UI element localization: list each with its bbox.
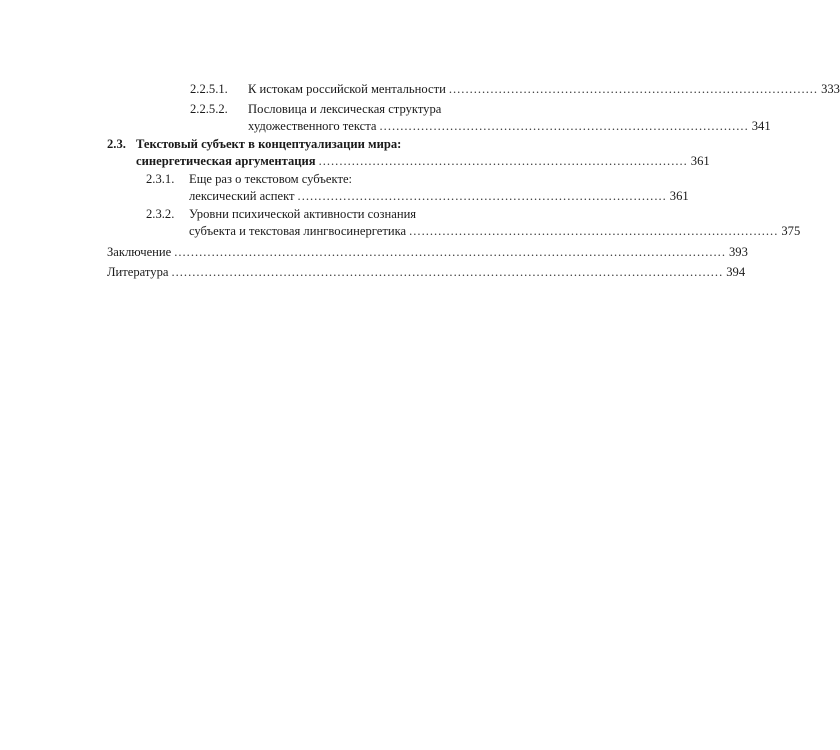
leader-dots: ..................................................................................................................................... [171, 265, 724, 279]
toc-entry-number: 2.3.1. [146, 172, 175, 186]
toc-page-number: 375 [781, 224, 801, 238]
toc-page-number: 393 [728, 245, 748, 259]
toc-page-number: 333 [821, 82, 840, 96]
toc-entry-number: 2.3. [107, 137, 126, 151]
toc-entry-2-2-5-1[interactable] [190, 81, 840, 98]
toc-entry-2-3-1[interactable] [146, 171, 689, 205]
toc-entry-2-3[interactable] [107, 136, 710, 170]
toc-entry-number: 2.2.5.2. [190, 102, 228, 116]
toc-entry-title-cont: субъекта и текстовая лингвосинергетика [189, 224, 407, 238]
toc-entry-title-cont: синергетическая аргументация [136, 154, 316, 168]
leader-dots: ..................................................................................................................................... [174, 245, 726, 259]
leader-dots: ......................................................................................... [318, 154, 688, 168]
toc-entry-conclusion[interactable] [107, 244, 748, 261]
toc-page-number: 341 [751, 119, 771, 133]
toc-entry-number: 2.3.2. [146, 207, 175, 221]
toc-entry-title: Еще раз о текстовом субъекте: [189, 172, 353, 186]
toc-entry-title: Пословица и лексическая структура [248, 102, 442, 116]
toc-entry-title: Уровни психической активности сознания [189, 207, 417, 221]
toc-entry-literature[interactable] [107, 264, 746, 281]
toc-page-number: 361 [669, 189, 689, 203]
toc-entry-title: Заключение [107, 245, 172, 259]
toc-entry-number: 2.2.5.1. [190, 82, 228, 96]
toc-entry-title: Литература [107, 265, 169, 279]
toc-entry-title: К истокам российской ментальности [248, 82, 446, 96]
toc-entry-2-3-2[interactable] [146, 206, 801, 240]
toc-entry-title-cont: лексический аспект [189, 189, 295, 203]
toc-entry-title: Текстовый субъект в концептуализации мира: [136, 137, 402, 151]
toc-page-number: 394 [726, 265, 746, 279]
toc-entry-2-2-5-2[interactable] [190, 101, 771, 135]
toc-entry-title-cont: художественного текста [248, 119, 377, 133]
leader-dots: ......................................................................................... [409, 224, 779, 238]
toc-page-number: 361 [690, 154, 710, 168]
leader-dots: ......................................................................................... [448, 82, 819, 96]
leader-dots: ......................................................................................... [379, 119, 749, 133]
leader-dots: ......................................................................................... [297, 189, 667, 203]
